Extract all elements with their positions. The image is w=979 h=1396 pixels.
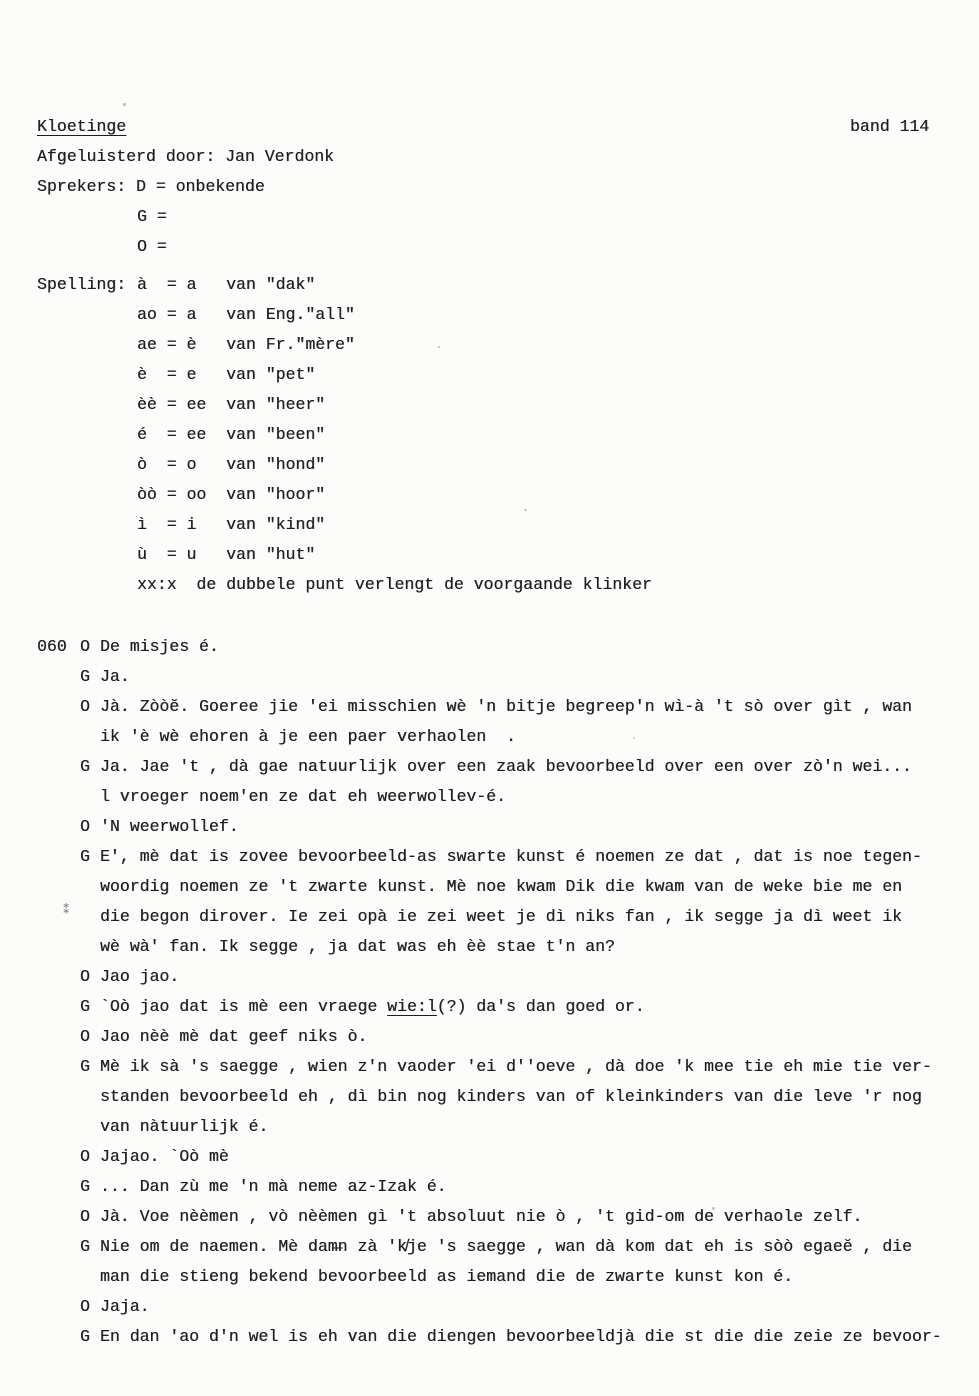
turn-lines xyxy=(100,1202,959,1232)
dialogue-turn xyxy=(37,1052,959,1142)
turn-lines xyxy=(100,1292,959,1322)
turn-lines xyxy=(100,1322,959,1352)
speaker-code: O xyxy=(80,967,90,986)
segment-number xyxy=(37,692,80,752)
spelling-section xyxy=(37,270,959,600)
dialogue-turn xyxy=(37,752,959,812)
turn-lines xyxy=(100,812,959,842)
transcript-line: Jà. Voe nèèmen , vò nèèmen gì 't absoluut nie ò , 't gid-om de verhaole zelf. xyxy=(100,1207,863,1226)
spelling-line: ì = i van "kind" xyxy=(137,515,326,534)
line-segment: (?) da's dan goed or. xyxy=(436,997,645,1016)
listened-by-line: Afgeluisterd door: Jan Verdonk xyxy=(37,147,335,166)
transcript-line: Mè ik sà 's saegge , wien z'n vaoder 'ei d''oeve , dà doe 'k mee tie eh mie tie ver- xyxy=(100,1057,932,1076)
segment-number xyxy=(37,842,80,962)
transcript-line: De misjes é. xyxy=(100,637,219,656)
spelling-line: ae = è van Fr."mère" xyxy=(137,335,355,354)
transcript-line: 'N weerwollef. xyxy=(100,817,239,836)
dialogue-turn xyxy=(37,1232,959,1292)
spelling-line: ù = u van "hut" xyxy=(137,545,316,564)
turn-lines xyxy=(100,692,959,752)
turn-lines xyxy=(100,662,959,692)
transcript-line: Jà. Zòòĕ. Goeree jie 'ei misschien wè 'n bitje begreep'n wì-à 't sò over gìt , wan xyxy=(100,697,912,716)
dialogue-transcript xyxy=(37,632,959,1352)
speaker-code: O xyxy=(80,1297,90,1316)
dialogue-turn xyxy=(37,812,959,842)
speaker-code: O xyxy=(80,1207,90,1226)
transcript-line: woordig noemen ze 't zwarte kunst. Mè noe kwam Dik die kwam van de weke bie me en xyxy=(100,877,903,896)
dialogue-turn xyxy=(37,692,959,752)
dialogue-turn xyxy=(37,662,959,692)
speaker-def-g: G = xyxy=(137,207,167,226)
spelling-line: xx:x de dubbele punt verlengt de voorgaande klinker xyxy=(137,575,652,594)
speaker-code: G xyxy=(80,1057,90,1076)
turn-lines xyxy=(100,752,959,812)
turn-lines xyxy=(100,1172,959,1202)
speakers-line: Sprekers: D = onbekende xyxy=(37,177,265,196)
segment-number xyxy=(37,1202,80,1232)
speaker-code: O xyxy=(80,637,90,656)
speaker-code: G xyxy=(80,1177,90,1196)
underlined-word: wie:l xyxy=(387,997,437,1016)
spelling-line: à = a van "dak" xyxy=(137,275,316,294)
transcript-line: Ja. xyxy=(100,667,130,686)
transcript-line: Jajao. `Oò mè xyxy=(100,1147,229,1166)
transcript-line: Jao jao. xyxy=(100,967,180,986)
band-label: band 114 xyxy=(850,117,930,136)
segment-number xyxy=(37,1052,80,1142)
spelling-line: ao = a van Eng."all" xyxy=(137,305,355,324)
spelling-label: Spelling: xyxy=(37,275,127,294)
speaker-code: O xyxy=(80,817,90,836)
scan-speck xyxy=(123,103,126,106)
segment-number xyxy=(37,1232,80,1292)
turn-lines xyxy=(100,842,959,962)
segment-number xyxy=(37,752,80,812)
dialogue-turn xyxy=(37,1292,959,1322)
dialogue-turn xyxy=(37,1322,959,1352)
speaker-code: G xyxy=(80,1237,90,1256)
line-segment: `Oò jao dat is mè een vraege xyxy=(100,997,388,1016)
transcript-line: wè wà' fan. Ik segge , ja dat was eh èè stae t'n an? xyxy=(100,937,615,956)
spelling-list xyxy=(37,270,959,600)
segment-number xyxy=(37,1142,80,1172)
margin-mark: ⁑ xyxy=(63,904,69,918)
speaker-code: G xyxy=(80,757,90,776)
segment-number xyxy=(37,1292,80,1322)
speaker-code: O xyxy=(80,1027,90,1046)
turn-lines xyxy=(100,992,959,1022)
transcript-line: ... Dan zù me 'n mà neme az-Izak é. xyxy=(100,1177,447,1196)
transcript-line: Ja. Jae 't , dà gae natuurlijk over een zaak bevoorbeeld over een over zò'n wei... xyxy=(100,757,912,776)
speaker-def-o: O = xyxy=(137,237,167,256)
turn-lines xyxy=(100,1022,959,1052)
transcript-line: standen bevoorbeeld eh , dì bin nog kinders van of kleinkinders van die leve 'r nog xyxy=(100,1087,922,1106)
turn-lines xyxy=(100,1142,959,1172)
speaker-code: G xyxy=(80,667,90,686)
dialogue-turn xyxy=(37,842,959,962)
turn-lines xyxy=(100,632,959,662)
header-row xyxy=(37,112,959,142)
segment-number xyxy=(37,1172,80,1202)
page-content xyxy=(37,112,959,1352)
segment-number xyxy=(37,992,80,1022)
transcript-line: ik 'è wè ehoren à je een paer verhaolen . xyxy=(100,727,516,746)
turn-lines xyxy=(100,1052,959,1142)
speaker-code: G xyxy=(80,847,90,866)
segment-number xyxy=(37,1022,80,1052)
page-title: Kloetinge xyxy=(37,117,127,136)
turn-lines xyxy=(100,962,959,992)
dialogue-turn xyxy=(37,962,959,992)
dialogue-turn xyxy=(37,632,959,662)
spelling-line: ò = o van "hond" xyxy=(137,455,326,474)
transcript-line: Jaja. xyxy=(100,1297,150,1316)
spelling-line: èè = ee van "heer" xyxy=(137,395,326,414)
transcript-line: man die stieng bekend bevoorbeeld as iemand die de zwarte kunst kon é. xyxy=(100,1267,794,1286)
speaker-code: G xyxy=(80,1327,90,1346)
speaker-code: G xyxy=(80,997,90,1016)
spelling-line: é = ee van "been" xyxy=(137,425,326,444)
transcript-line: die begon dirover. Ie zei opà ie zei weet je dì niks fan , ik segge ja dì weet ik xyxy=(100,907,903,926)
speaker-code: O xyxy=(80,697,90,716)
turn-lines xyxy=(100,1232,959,1292)
segment-number xyxy=(37,662,80,692)
segment-number xyxy=(37,962,80,992)
spelling-line: òò = oo van "hoor" xyxy=(137,485,326,504)
spelling-line: è = e van "pet" xyxy=(137,365,316,384)
dialogue-turn xyxy=(37,1202,959,1232)
speaker-code: O xyxy=(80,1147,90,1166)
transcript-line: van nàtuurlijk é. xyxy=(100,1117,269,1136)
transcript-line: En dan 'ao d'n wel is eh van die diengen bevoorbeeldjà die st die die zeie ze bevoor- xyxy=(100,1327,942,1346)
transcript-line: l vroeger noem'en ze dat eh weerwollev-é. xyxy=(100,787,506,806)
dialogue-turn xyxy=(37,1022,959,1052)
transcript-line: Jao nèè mè dat geef niks ò. xyxy=(100,1027,368,1046)
dialogue-turn xyxy=(37,1172,959,1202)
transcript-line: Nie om de naemen. Mè dam̶n zà 'k̸je 's saegge , wan dà kom dat eh is sòò egaeĕ , die xyxy=(100,1237,912,1256)
dialogue-turn xyxy=(37,1142,959,1172)
transcript-line: E', mè dat is zovee bevoorbeeld-as swarte kunst é noemen ze dat , dat is noe tegen- xyxy=(100,847,922,866)
segment-number xyxy=(37,812,80,842)
transcript-line xyxy=(100,992,959,1022)
segment-number: 060 xyxy=(37,637,67,656)
segment-number xyxy=(37,1322,80,1352)
dialogue-turn xyxy=(37,992,959,1022)
